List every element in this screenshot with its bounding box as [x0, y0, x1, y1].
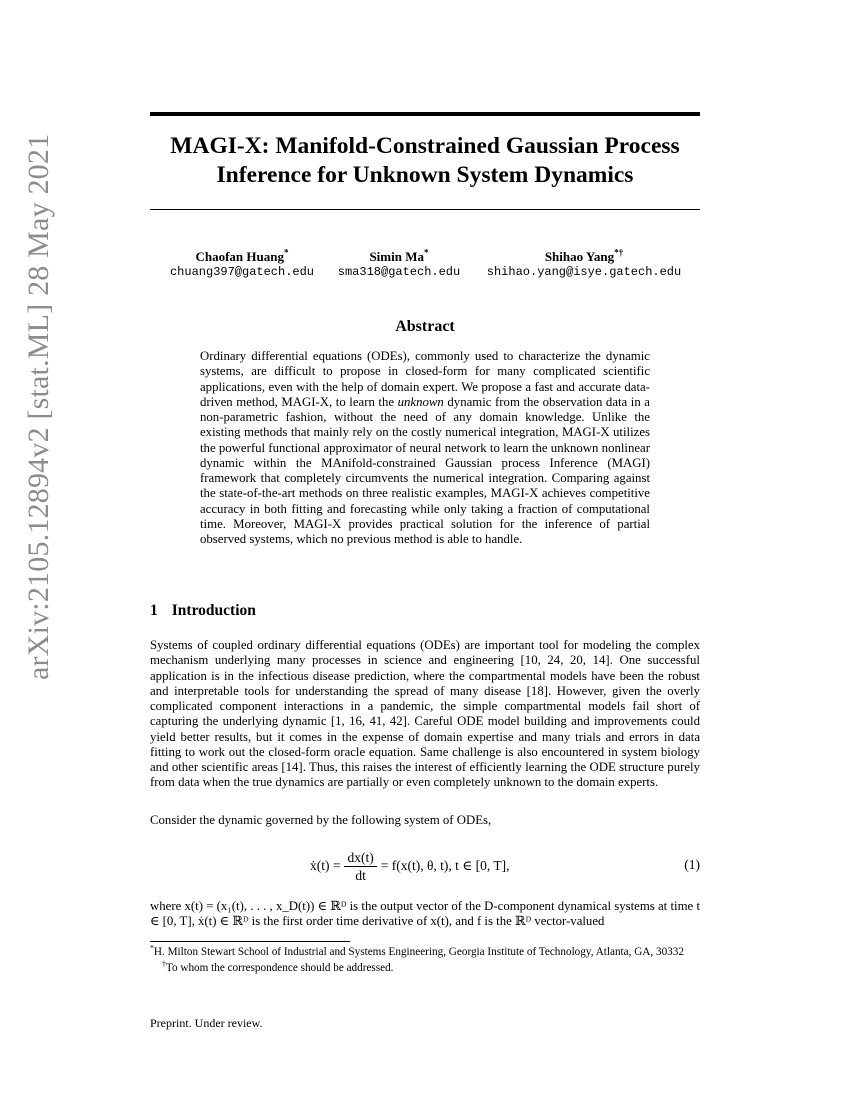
equation-1	[150, 845, 700, 887]
equation-number: (1)	[684, 857, 700, 872]
author-email: chuang397@gatech.edu	[169, 265, 315, 279]
title-bottom-rule	[150, 209, 700, 210]
preprint-notice: Preprint. Under review.	[150, 1016, 263, 1030]
author-2	[334, 248, 464, 280]
author-email: sma318@gatech.edu	[337, 265, 461, 279]
section-number: 1	[150, 602, 158, 619]
title-top-rule	[150, 112, 700, 116]
author-mark: *	[424, 247, 429, 258]
section-title: Introduction	[171, 602, 256, 619]
equation-lhs: ẋ(t) =	[310, 858, 341, 873]
equation-rhs: = f(x(t), θ, t), t ∈ [0, T],	[380, 858, 510, 873]
section-heading-introduction	[150, 602, 256, 620]
equation-explanation: where x(t) = (x₁(t), . . . , x_D(t)) ∈ ℝᴰ is the output vector of the D-component dynamical systems at time t ∈ [0, T], ẋ(t) ∈ ℝᴰ is the first order time derivative of x(t), and f is the ℝᴰ vector-valued	[150, 899, 700, 929]
fraction-numerator: dx(t)	[347, 849, 374, 865]
author-name: Simin Ma	[369, 249, 424, 264]
author-email: shihao.yang@isye.gatech.edu	[486, 265, 682, 279]
author-mark: *	[283, 247, 289, 258]
paper-title: MAGI-X: Manifold-Constrained Gaussian Process Inference for Unknown System Dynamics	[170, 133, 680, 188]
emphasis-unknown: unknown	[397, 394, 444, 409]
author-name: Shihao Yang	[544, 249, 615, 264]
footnote-1: *H. Milton Stewart School of Industrial and Systems Engineering, Georgia Institute of Technology, Atlanta, GA, 30332	[150, 943, 684, 958]
abstract-heading: Abstract	[395, 318, 455, 335]
introduction-paragraph: Systems of coupled ordinary differential equations (ODEs) are important tool for modeling the complex mechanism underlying many processes in science and engineering [10, 24, 20, 14]. One successful application is in the infectious disease prediction, where the compartmental models have been the robust and interpretable tools for understanding the spread of many disease [18]. However, given the overly complicated component interactions in a pandemic, the simple compartmental models fail short of capturing the underlying dynamic [1, 16, 41, 42]. Careful ODE model building and improvements could yield better results, but it comes in the expense of domain expertise and many trials and errors in data fitting to work out the closed-form oracle equation. Same challenge is also encountered in system biology and other scientific areas [14]. Thus, this raises the interest of efficiently learning the ODE structure purely from data when the true dynamics are partially or even completely unknown to the domain experts.	[150, 638, 700, 790]
footnotes	[150, 943, 700, 975]
equation-fraction	[344, 849, 376, 884]
arxiv-identifier: arXiv:2105.12894v2 [stat.ML] 28 May 2021	[22, 133, 55, 680]
author-name: Chaofan Huang	[195, 249, 284, 264]
author-block	[150, 248, 700, 288]
author-1	[166, 248, 318, 280]
footnote-2: †To whom the correspondence should be addressed.	[162, 958, 394, 974]
author-3	[484, 248, 684, 280]
abstract-text: Ordinary differential equations (ODEs), commonly used to characterize the dynamic systems, are difficult to propose in closed-form for many complicated scientific applications, even with the help of domain expert. We propose a fast and accurate data-driven method, MAGI-X, to learn the unknown dynamic from the observation data in a non-parametric fashion, without the need of any domain knowledge. Unlike the existing methods that mainly rely on the costly numerical integration, MAGI-X utilizes the powerful functional approximator of neural network to learn the unknown nonlinear dynamic within the MAnifold-constrained Gaussian process Inference (MAGI) framework that completely circumvents the numerical integration. Comparing against the state-of-the-art methods on three realistic examples, MAGI-X achieves competitive accuracy in both fitting and forecasting while only taking a fraction of computational time. Moreover, MAGI-X provides practical solution for the inference of partial observed systems, which no previous method is able to handle.	[200, 349, 650, 546]
author-mark: *†	[614, 247, 624, 258]
footnote-rule	[150, 941, 350, 942]
equation-lead-in: Consider the dynamic governed by the following system of ODEs,	[150, 813, 492, 827]
fraction-denominator: dt	[355, 867, 366, 883]
